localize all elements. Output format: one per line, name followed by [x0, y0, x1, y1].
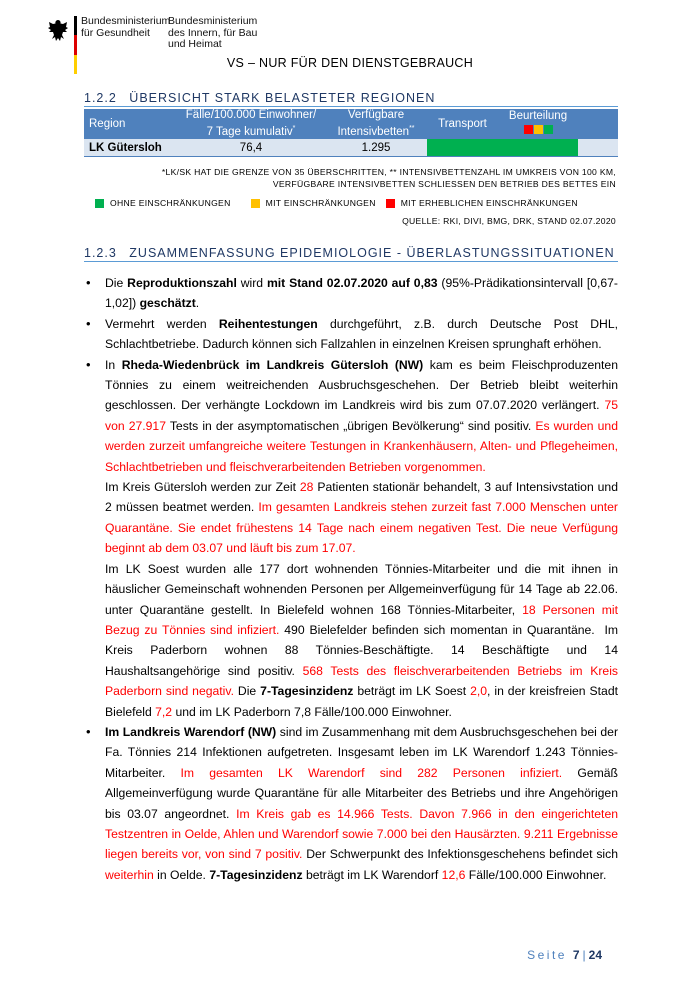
table-footnote: *LK/SK HAT DIE GRENZE VON 35 ÜBERSCHRITTEN, ** INTENSIVBETTENZAHL IM UMKREIS VON 100 KM, VERFÜGBARE INTENSIVBETTEN SCHLIESSEN DEN BETRIEB DES BETTES EIN — [161, 167, 616, 189]
page-number: 7 — [572, 948, 580, 962]
legend-green-icon — [95, 199, 104, 208]
rating-green-icon — [544, 125, 553, 134]
table-header — [84, 109, 618, 139]
rating-yellow-icon — [534, 125, 543, 134]
header-cases: Fälle/100.000 Einwohner/ 7 Tage kumulativ* — [185, 109, 317, 138]
legend-red-icon — [386, 199, 395, 208]
rating-legend — [95, 198, 620, 208]
legend-red-label: MIT ERHEBLICHEN EINSCHRÄNKUNGEN — [400, 198, 578, 208]
header-region: Region — [89, 117, 126, 130]
header-rating: Beurteilung — [498, 109, 578, 139]
section-number: 1.2.2 — [84, 91, 117, 105]
section-number: 1.2.3 — [84, 246, 117, 260]
cell-beds: 1.295 — [361, 141, 391, 154]
table-source: QUELLE: RKI, DIVI, BMG, DRK, STAND 02.07.2020 — [402, 216, 616, 226]
header-transport: Transport — [438, 117, 487, 130]
classification-label: VS – NUR FÜR DEN DIENSTGEBRAUCH — [226, 56, 474, 70]
federal-eagle-icon — [47, 19, 69, 43]
summary-content — [84, 273, 618, 885]
header-icu-beds: Verfügbare Intensivbetten** — [337, 109, 415, 138]
paragraph-guetersloh-patients: Im Kreis Gütersloh werden zur Zeit 28 Patienten stationär behandelt, 3 auf Intensivstation und 2 müssen beatmet werden. Im gesamten Landkreis stehen zurzeit fast 7.000 Menschen unter Quarantäne. Sie endet frühestens 14 Tage nach einem negativen Test. Die neue Verfügung beginnt ab dem 03.07 und läuft bis zum 17.07. — [105, 480, 618, 556]
rating-red-icon — [524, 125, 533, 134]
section-title: ÜBERSICHT STARK BELASTETER REGIONEN — [129, 91, 436, 105]
footer-label: Seite — [527, 948, 567, 962]
cell-cases: 76,4 — [239, 141, 263, 154]
section-title: ZUSAMMENFASSUNG EPIDEMIOLOGIE - ÜBERLASTUNGSSITUATIONEN — [129, 246, 615, 260]
bullet-guetersloh: • In Rheda-Wiedenbrück im Landkreis Gütersloh (NW) kam es beim Fleischproduzenten Tönnies zu einem weitreichenden Ausbruchsgeschehen. Der Betrieb bleibt weiterhin geschlossen. Der verhängte Lockdown im Landkreis wird bis zum 07.07.2020 verlängert. 75 von 27.917 Tests in der asymptomatischen „übrigen Bevölkerung“ sind positiv. Es wurden und werden zurzeit umfangreiche weitere Testungen in Krankenhäusern, Alten- und Pflegeheimen, Schlachtbetrieben und fleischverarbeitenden Betrieben vorgenommen. — [84, 355, 618, 477]
page-total: 24 — [588, 948, 602, 962]
cell-region: LK Gütersloh — [89, 141, 162, 154]
cell-status-green — [427, 139, 578, 156]
bullet-reproduction-number: • Die Reproduktionszahl wird mit Stand 02.07.2020 auf 0,83 (95%-Prädikationsintervall [0,67-1,02]) geschätzt. — [84, 273, 618, 314]
page-footer: Seite 7 | 24 — [527, 948, 602, 962]
ministry-interior-name: Bundesministerium des Innern, für Bau und Heimat — [168, 15, 258, 50]
ministry-health-name: Bundesministerium für Gesundheit — [81, 15, 171, 39]
regions-table — [84, 109, 618, 157]
paragraph-soest-bielefeld-paderborn: Im LK Soest wurden alle 177 dort wohnenden Tönnies-Mitarbeiter und die mit ihnen in häuslicher Gemeinschaft wohnenden Personen per Allgemeinverfügung für 14 Tage ab 22.06. unter Quarantäne gestellt. In Bielefeld wohnen 168 Tönnies-Mitarbeiter, 18 Personen mit Bezug zu Tönnies sind infiziert. 490 Bielefelder befinden sich momentan in Quarantäne. Im Kreis Paderborn wohnen 88 Tönnies-Beschäftigte. 14 Beschäftigte und 14 Haushaltsangehörige sind positiv. 568 Tests des fleischverarbeitenden Betriebs im Kreis Paderborn sind negativ. Die 7-Tagesinzidenz beträgt im LK Soest 2,0, in der kreisfreien Stadt Bielefeld 7,2 und im LK Paderborn 7,8 Fälle/100.000 Einwohner. — [105, 561, 618, 719]
bullet-serial-tests: • Vermehrt werden Reihentestungen durchgeführt, z.B. durch Deutsche Post DHL, Schlachtbetriebe. Dadurch können sich Fallzahlen in einzelnen Kreisen sprunghaft erhöhen. — [84, 314, 618, 355]
bullet-warendorf: • Im Landkreis Warendorf (NW) sind im Zusammenhang mit dem Ausbruchsgeschehen bei der Fa. Tönnies 214 Infektionen aufgetreten. Insgesamt leben im LK Warendorf 1.243 Tönnies-Mitarbeiter. Im gesamten LK Warendorf sind 282 Personen infiziert. Gemäß Allgemeinverfügung wurde Quarantäne für alle Mitarbeiter des Betriebs und ihre Angehörigen bis 03.07 angeordnet. Im Kreis gab es 14.966 Tests. Davon 7.966 in den eingerichteten Testzentren in Oelde, Ahlen und Warendorf sowie 7.000 bei den Hausärzten. 9.211 Ergebnisse liegen bereits vor, von sind 7 positiv. Der Schwerpunkt des Infektionsgeschehens befindet sich weiterhin in Oelde. 7-Tagesinzidenz beträgt im LK Warendorf 12,6 Fälle/100.000 Einwohner. — [84, 722, 618, 885]
section-heading-epidemiology — [84, 246, 618, 262]
legend-yellow-icon — [251, 199, 260, 208]
table-row — [84, 139, 618, 157]
section-heading-regions — [84, 91, 618, 107]
legend-green-label: OHNE EINSCHRÄNKUNGEN — [110, 198, 231, 208]
legend-yellow-label: MIT EINSCHRÄNKUNGEN — [265, 198, 376, 208]
